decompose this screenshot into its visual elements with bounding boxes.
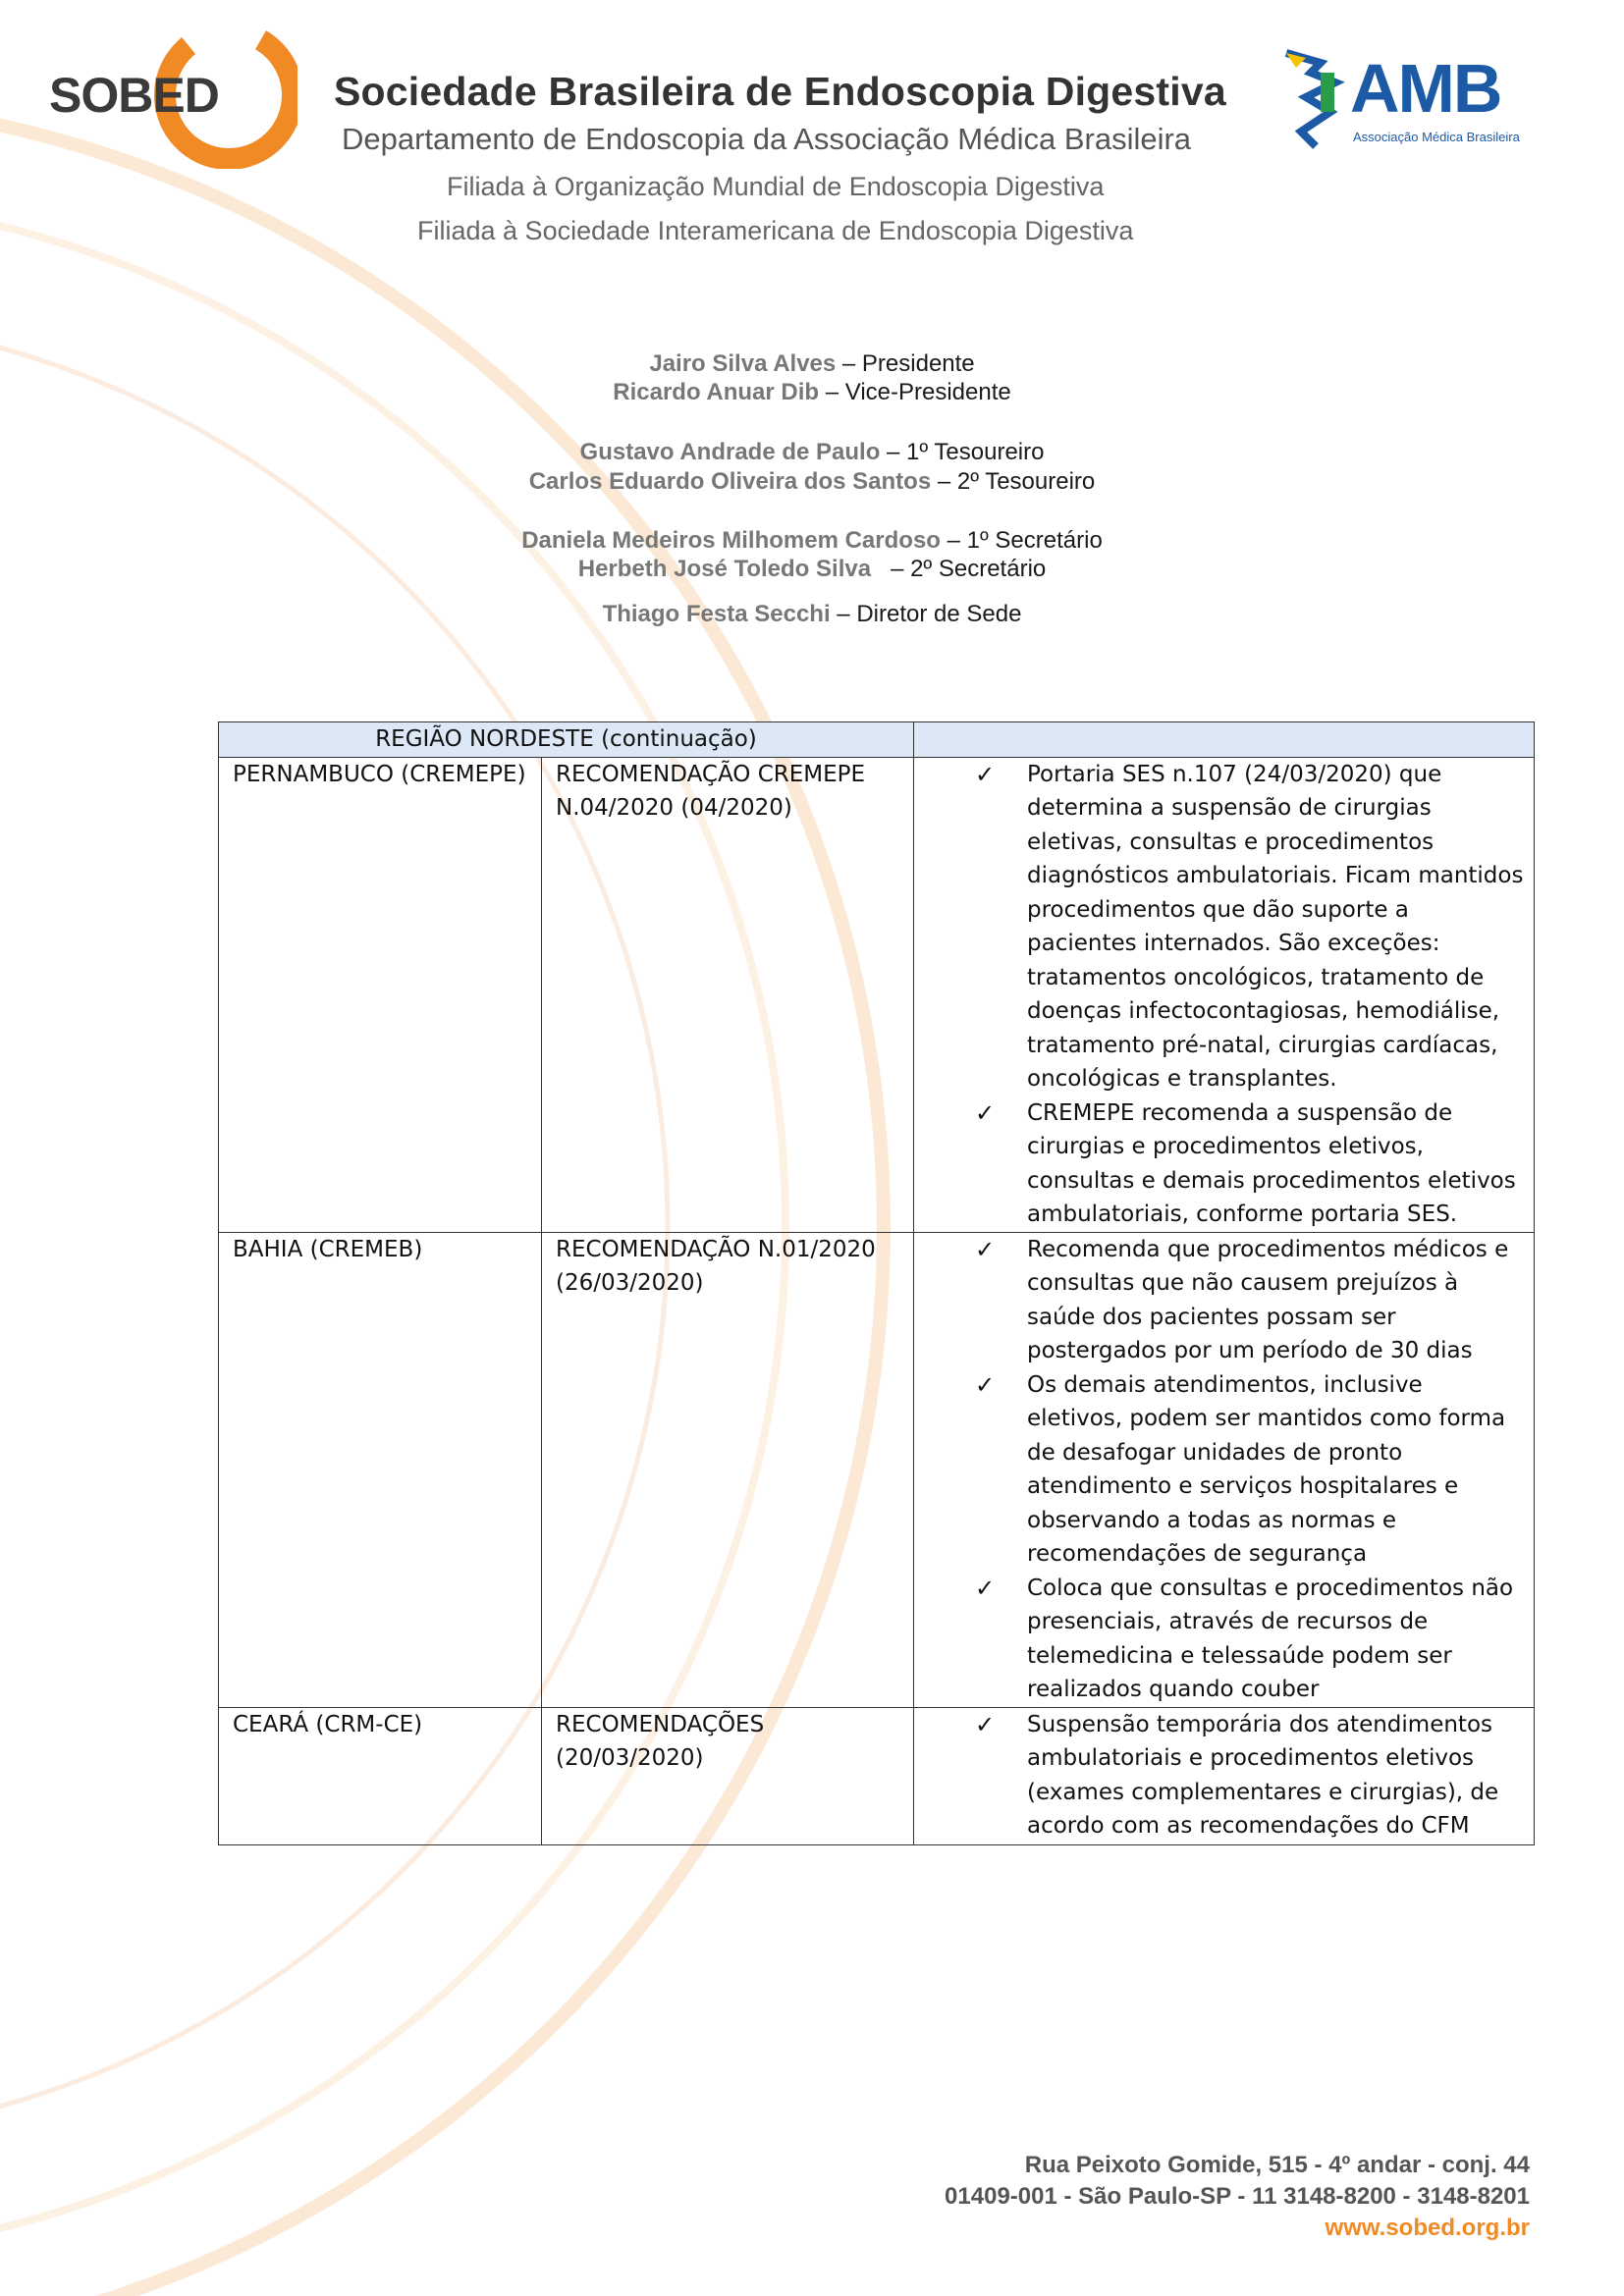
items-cell <box>914 1232 1535 1707</box>
items-cell <box>914 1707 1535 1844</box>
board-line: Thiago Festa Secchi – Diretor de Sede <box>602 601 1022 627</box>
amb-tagline: Associação Médica Brasileira <box>1353 130 1520 144</box>
affiliation-2: Filiada à Sociedade Interamericana de Endoscopia Digestiva <box>417 216 1134 245</box>
table-header-row <box>219 722 1535 758</box>
org-subtitle: Departamento de Endoscopia da Associação Médica Brasileira <box>342 122 1192 156</box>
check-icon: ✓ <box>975 1370 996 1399</box>
amb-logo-text: AMB <box>1350 50 1501 127</box>
list-item: ✓ Coloca que consultas e procedimentos não presenciais, através de recursos de telemedicina e telessaúde podem ser realizados quando couber <box>914 1572 1524 1707</box>
org-title: Sociedade Brasileira de Endoscopia Digestiva <box>334 69 1226 114</box>
items-cell <box>914 757 1535 1232</box>
state-cell: PERNAMBUCO (CREMEPE) <box>219 757 542 1232</box>
document-cell: RECOMENDAÇÕES (20/03/2020) <box>542 1707 914 1844</box>
board-line: Ricardo Anuar Dib – Vice-Presidente <box>613 379 1011 405</box>
board-line: Herbeth José Toledo Silva – 2º Secretário <box>577 556 1047 582</box>
table-header: REGIÃO NORDESTE (continuação) <box>219 722 914 758</box>
check-icon: ✓ <box>975 1098 996 1127</box>
footer-address <box>945 2150 1530 2244</box>
region-table <box>218 721 1535 1845</box>
affiliation-1: Filiada à Organização Mundial de Endoscopia Digestiva <box>447 172 1105 201</box>
document-cell: RECOMENDAÇÃO CREMEPE N.04/2020 (04/2020) <box>542 757 914 1232</box>
state-cell: CEARÁ (CRM-CE) <box>219 1707 542 1844</box>
table-header-empty <box>914 722 1535 758</box>
board-line: Daniela Medeiros Milhomem Cardoso – 1º Secretário <box>521 527 1103 554</box>
table-row <box>219 1707 1535 1844</box>
board-line: Jairo Silva Alves – Presidente <box>649 350 975 377</box>
list-item: ✓ Portaria SES n.107 (24/03/2020) que determina a suspensão de cirurgias eletivas, consultas e procedimentos diagnósticos ambulatoriais. Ficam mantidos procedimentos que dão suporte a pacientes internados. São exceções: tratamentos oncológicos, tratamento de doenças infectocontagiosas, hemodiálise, tratamento pré-natal, cirurgias cardíacas, oncológicas e transplantes. <box>914 758 1524 1096</box>
check-icon: ✓ <box>975 1235 996 1263</box>
list-item: ✓ Recomenda que procedimentos médicos e consultas que não causem prejuízos à saúde dos pacientes possam ser postergados por um período de 30 dias <box>914 1233 1524 1368</box>
check-icon: ✓ <box>975 760 996 788</box>
state-cell: BAHIA (CREMEB) <box>219 1232 542 1707</box>
address-line-1: Rua Peixoto Gomide, 515 - 4º andar - conj. 44 <box>1024 2152 1530 2178</box>
address-line-2: 01409-001 - São Paulo-SP - 11 3148-8200 - 3148-8201 <box>945 2183 1530 2210</box>
sobed-logo-text: SOBED <box>49 68 219 123</box>
check-icon: ✓ <box>975 1574 996 1602</box>
list-item: ✓ Os demais atendimentos, inclusive eletivos, podem ser mantidos como forma de desafogar unidades de pronto atendimento e serviços hospitalares e observando a todas as normas e recomendações de segurança <box>914 1368 1524 1572</box>
document-cell: RECOMENDAÇÃO N.01/2020 (26/03/2020) <box>542 1232 914 1707</box>
list-item: ✓ Suspensão temporária dos atendimentos ambulatoriais e procedimentos eletivos (exames complementares e cirurgias), de acordo com as recomendações do CFM <box>914 1708 1524 1843</box>
table-row <box>219 757 1535 1232</box>
list-item: ✓ CREMEPE recomenda a suspensão de cirurgias e procedimentos eletivos, consultas e demais procedimentos eletivos ambulatoriais, conforme portaria SES. <box>914 1096 1524 1232</box>
check-icon: ✓ <box>975 1710 996 1738</box>
website-link[interactable]: www.sobed.org.br <box>1325 2215 1530 2241</box>
board-line: Gustavo Andrade de Paulo – 1º Tesoureiro <box>579 439 1045 465</box>
board-line: Carlos Eduardo Oliveira dos Santos – 2º Tesoureiro <box>528 468 1096 495</box>
table-row <box>219 1232 1535 1707</box>
